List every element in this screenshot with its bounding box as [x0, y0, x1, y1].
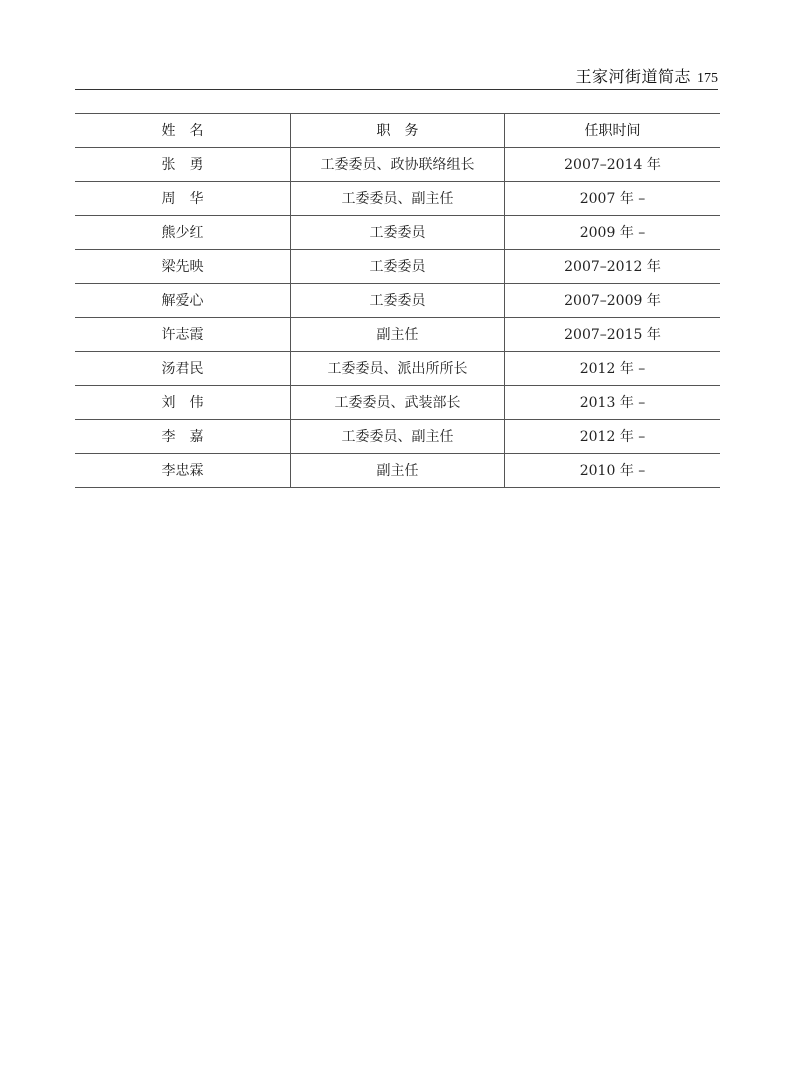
- table-row: [75, 250, 720, 284]
- cell-duty: 工委委员、政协联络组长: [291, 148, 505, 182]
- table-row: [75, 182, 720, 216]
- cell-duty: 工委委员、副主任: [291, 420, 505, 454]
- cell-duty: 副主任: [291, 454, 505, 488]
- cell-term: 2007 年 –: [505, 182, 721, 216]
- column-header-name: 姓 名: [75, 114, 291, 148]
- cell-duty: 工委委员、副主任: [291, 182, 505, 216]
- cell-name: 周 华: [75, 182, 291, 216]
- table-row: [75, 352, 720, 386]
- cell-term: 2007–2015 年: [505, 318, 721, 352]
- cell-term: 2010 年 –: [505, 454, 721, 488]
- table-row: [75, 318, 720, 352]
- running-header: [75, 64, 718, 90]
- cell-duty: 工委委员: [291, 250, 505, 284]
- cell-name: 汤君民: [75, 352, 291, 386]
- cell-name: 熊少红: [75, 216, 291, 250]
- cell-name: 许志霞: [75, 318, 291, 352]
- cell-duty: 工委委员、武装部长: [291, 386, 505, 420]
- cell-duty: 工委委员、派出所所长: [291, 352, 505, 386]
- table-row: [75, 386, 720, 420]
- book-title: 王家河街道简志: [575, 67, 691, 86]
- officials-table: [75, 113, 720, 488]
- table-row: [75, 420, 720, 454]
- table-row: [75, 284, 720, 318]
- table-row: [75, 454, 720, 488]
- cell-term: 2012 年 –: [505, 420, 721, 454]
- cell-duty: 工委委员: [291, 284, 505, 318]
- cell-name: 刘 伟: [75, 386, 291, 420]
- cell-term: 2007–2014 年: [505, 148, 721, 182]
- cell-name: 李忠霖: [75, 454, 291, 488]
- column-header-term: 任职时间: [505, 114, 721, 148]
- column-header-duty: 职 务: [291, 114, 505, 148]
- cell-name: 梁先映: [75, 250, 291, 284]
- table-row: [75, 216, 720, 250]
- table-body: [75, 148, 720, 488]
- cell-name: 李 嘉: [75, 420, 291, 454]
- cell-term: 2013 年 –: [505, 386, 721, 420]
- cell-name: 张 勇: [75, 148, 291, 182]
- table-header: [75, 114, 720, 148]
- cell-term: 2009 年 –: [505, 216, 721, 250]
- cell-term: 2012 年 –: [505, 352, 721, 386]
- table-row: [75, 148, 720, 182]
- cell-name: 解爱心: [75, 284, 291, 318]
- header-row: [75, 114, 720, 148]
- cell-duty: 副主任: [291, 318, 505, 352]
- page-number: 175: [697, 71, 718, 86]
- cell-term: 2007–2012 年: [505, 250, 721, 284]
- cell-duty: 工委委员: [291, 216, 505, 250]
- cell-term: 2007–2009 年: [505, 284, 721, 318]
